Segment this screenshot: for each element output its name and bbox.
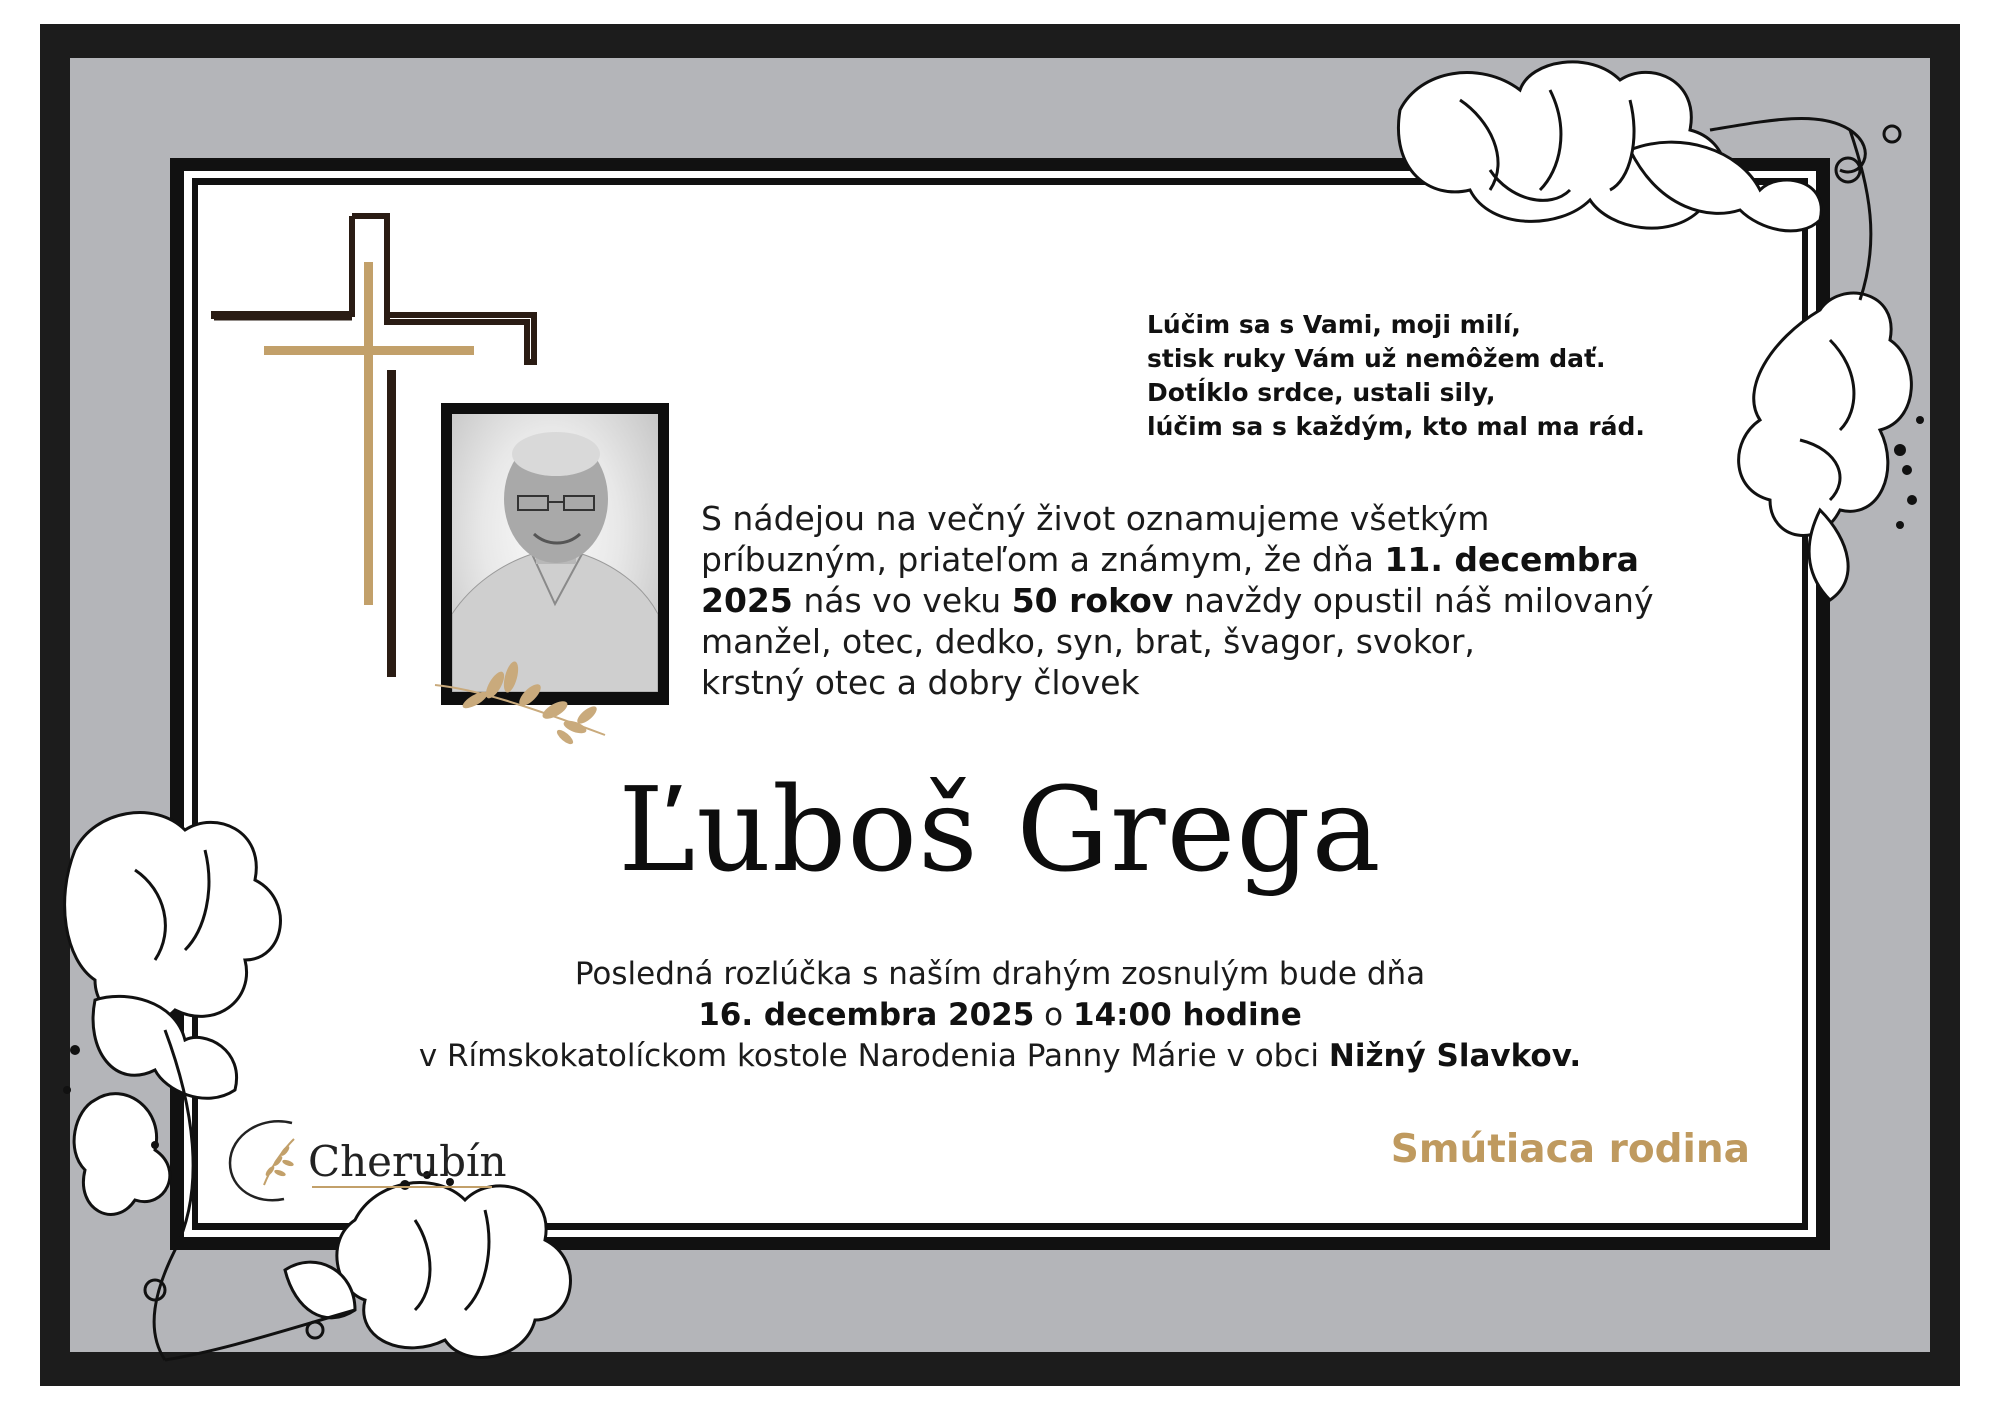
- announcement-line-3: [701, 580, 1781, 621]
- funeral-line-1: Posledná rozlúčka s naším drahým zosnulým bude dňa: [574, 956, 1426, 992]
- poem-line-1: Lúčim sa s Vami, moji milí,: [1147, 310, 1521, 339]
- funeral-time: 14:00 hodine: [1073, 997, 1302, 1033]
- funeral-line-2: [250, 995, 1750, 1036]
- gold-leaves-icon: [415, 655, 615, 755]
- logo-text: Cherubín: [308, 1137, 507, 1186]
- death-date-day: 11. decembra: [1384, 540, 1639, 579]
- family-signature: Smútiaca rodina: [1390, 1127, 1750, 1172]
- announcement-line-4: manžel, otec, dedko, syn, brat, švagor, svokor,: [701, 622, 1475, 661]
- logo-underline: [312, 1186, 492, 1188]
- funeral-text: o: [1034, 997, 1074, 1033]
- announcement-text: príbuzným, priateľom a známym, že dňa: [701, 540, 1385, 579]
- funeral-place: Nižný Slavkov.: [1328, 1038, 1582, 1074]
- announcement-text: nás vo veku: [792, 581, 1012, 620]
- announcement-line-5: krstný otec a dobry človek: [701, 663, 1140, 702]
- age: 50 rokov: [1011, 581, 1174, 620]
- death-date-year: 2025: [701, 581, 793, 620]
- death-announcement: [701, 498, 1781, 703]
- announcement-text: navždy opustil náš milovaný: [1173, 581, 1654, 620]
- poem-line-3: DotÍklo srdce, ustali sily,: [1147, 378, 1496, 407]
- poem-line-4: lúčim sa s každým, kto mal ma rád.: [1147, 412, 1645, 441]
- funeral-text: v Rímskokatolíckom kostole Narodenia Panny Márie v obci: [418, 1038, 1329, 1074]
- funeral-date: 16. decembra 2025: [698, 997, 1035, 1033]
- portrait-photo: [452, 414, 658, 692]
- farewell-poem: [1147, 308, 1767, 444]
- announcement-line-2: [701, 539, 1781, 580]
- funeral-line-3: [250, 1036, 1750, 1077]
- funeral-details: [250, 954, 1750, 1077]
- poem-line-2: stisk ruky Vám už nemôžem dať.: [1147, 344, 1606, 373]
- announcement-line-1: S nádejou na večný život oznamujeme všetkým: [701, 499, 1490, 538]
- deceased-name: Ľuboš Grega: [618, 763, 1382, 898]
